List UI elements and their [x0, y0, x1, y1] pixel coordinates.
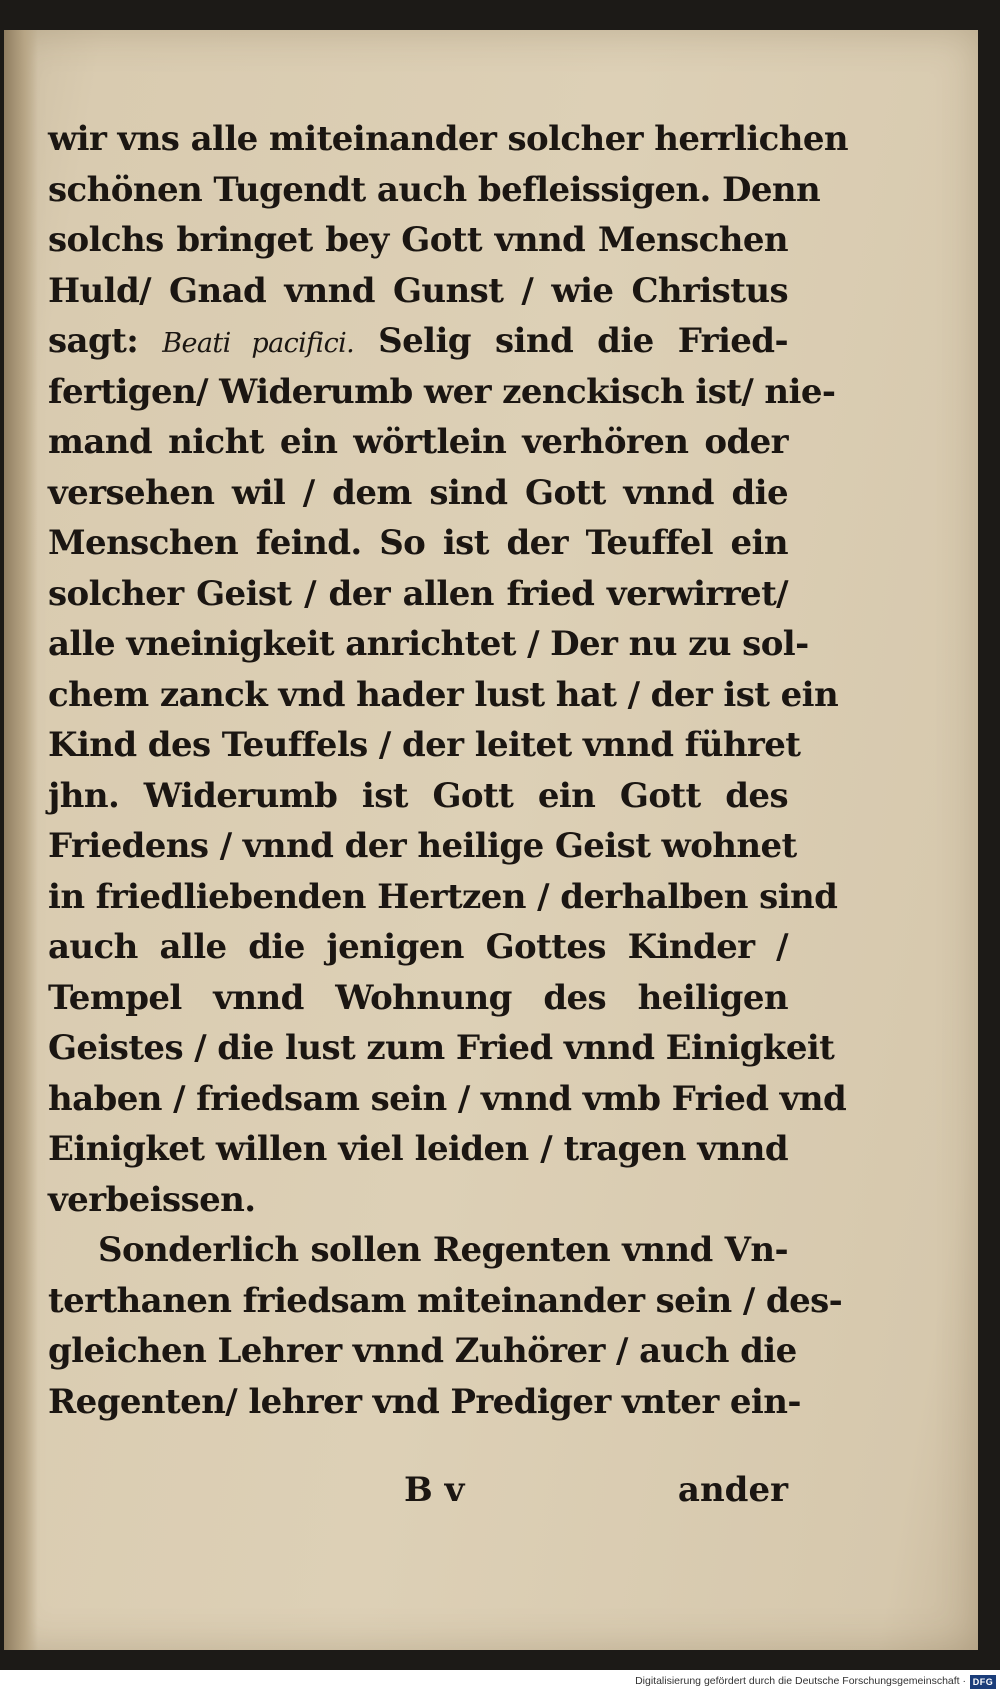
text-line: Huld/ Gnad vnnd Gunst / wie Christus	[48, 270, 788, 311]
text-line: Tempel vnnd Wohnung des heiligen	[48, 977, 788, 1018]
text-line: fertigen/ Widerumb wer zenckisch ist/ nie-	[48, 371, 836, 412]
catchword: ander	[677, 1470, 788, 1510]
text-line: schönen Tugendt auch befleissigen. Denn	[48, 169, 821, 210]
text-line: Menschen feind. So ist der Teuffel ein	[48, 523, 788, 563]
text-line	[48, 316, 788, 367]
text-line: in friedliebenden Hertzen / derhalben sind	[48, 876, 838, 917]
text-line: chem zanck vnd hader lust hat / der ist ein	[48, 674, 839, 715]
funding-credit: Digitalisierung gefördert durch die Deutsche Forschungsgemeinschaft ·	[635, 1675, 966, 1687]
footer-bar	[0, 1672, 1000, 1694]
text-line: Regenten/ lehrer vnd Prediger vnter ein-	[48, 1381, 801, 1422]
text-line: jhn. Widerumb ist Gott ein Gott des	[48, 775, 788, 816]
text-line: Geistes / die lust zum Fried vnnd Einigkeit	[48, 1028, 835, 1068]
text-line: wir vns alle miteinander solcher herrlichen	[48, 119, 849, 159]
body-text	[48, 114, 849, 1427]
signature-mark: B v	[404, 1470, 465, 1510]
text-line: verbeissen.	[48, 1179, 256, 1220]
text-line: Friedens / vnnd der heilige Geist wohnet	[48, 826, 797, 866]
text-line: Sonderlich sollen Regenten vnnd Vn-	[98, 1230, 788, 1270]
text-line: auch alle die jenigen Gottes Kinder /	[48, 927, 788, 967]
text-fragment: Selig sind die Fried-	[354, 321, 788, 361]
dfg-logo: DFG	[970, 1675, 996, 1689]
text-line: Kind des Teuffels / der leitet vnnd führet	[48, 725, 801, 765]
text-line: haben / friedsam sein / vnnd vmb Fried vnd	[48, 1078, 847, 1119]
text-line: solcher Geist / der allen fried verwirret/	[48, 573, 788, 614]
book-page	[4, 30, 978, 1650]
text-line: mand nicht ein wörtlein verhören oder	[48, 422, 788, 462]
page-foot	[48, 1470, 788, 1520]
text-line: alle vneinigkeit anrichtet / Der nu zu sol-	[48, 624, 809, 664]
text-fragment: sagt:	[48, 321, 163, 361]
text-line: solchs bringet bey Gott vnnd Menschen	[48, 220, 788, 260]
text-line: Einigket willen viel leiden / tragen vnnd	[48, 1129, 788, 1169]
latin-quote: Beati pacifici.	[162, 328, 355, 359]
page-gutter	[4, 30, 38, 1650]
text-line: versehen wil / dem sind Gott vnnd die	[48, 472, 788, 513]
text-line: terthanen friedsam miteinander sein / des-	[48, 1280, 843, 1321]
text-line: gleichen Lehrer vnnd Zuhörer / auch die	[48, 1331, 797, 1371]
